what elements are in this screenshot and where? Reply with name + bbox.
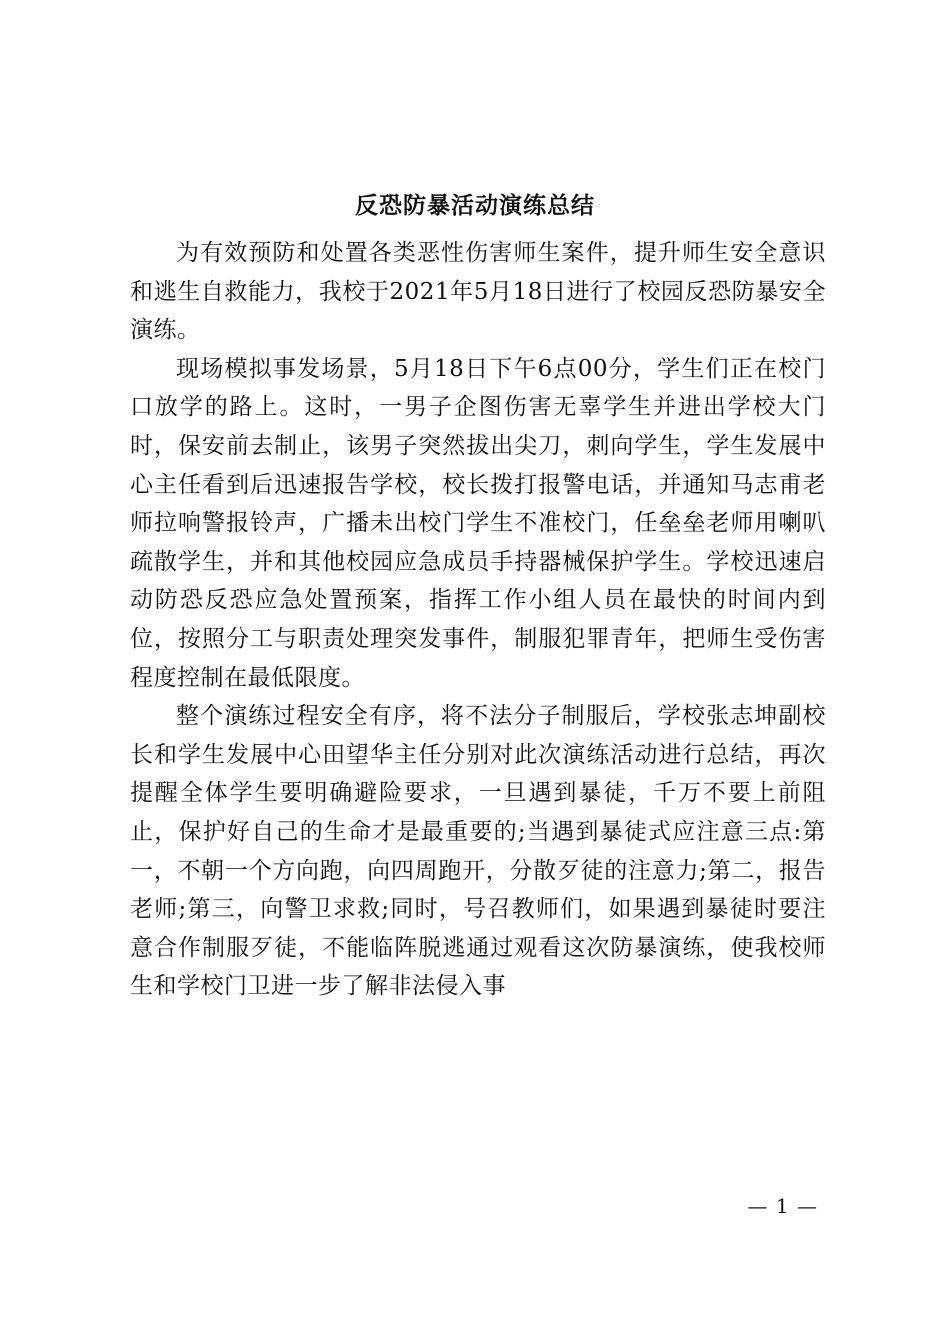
paragraph-scenario: 现场模拟事发场景，5月18日下午6点00分，学生们正在校门口放学的路上。这时，一男子企图伤害无辜学生并进出学校大门时，保安前去制止，该男子突然拔出尖刀，刺向学生，学生发展中心主任看到后迅速报告学校，校长拨打报警电话，并通知马志甫老师拉响警报铃声，广播未出校门学生不准校门，任垒垒老师用喇叭疏散学生，并和其他校园应急成员手持器械保护学生。学校迅速启动防恐反恐应急处置预案，指挥工作小组人员在最快的时间内到位，按照分工与职责处理突发事件，制服犯罪青年，把师生受伤害程度控制在最低限度。 [130, 355, 826, 691]
paragraph-summary: 整个演练过程安全有序，将不法分子制服后，学校张志坤副校长和学生发展中心田望华主任分别对此次演练活动进行总结，再次提醒全体学生要明确避险要求，一旦遇到暴徒，千万不要上前阻止，保护好自己的生命才是最重要的;当遇到暴徒式应注意三点:第一，不朝一个方向跑，向四周跑开，分散歹徒的注意力;第二，报告老师;第三，向警卫求救;同时，号召教师们，如果遇到暴徒时要注意合作制服歹徒，不能临阵脱逃通过观看这次防暴演练，使我校师生和学校门卫进一步了解非法侵入事 [130, 703, 826, 1000]
document-body [130, 234, 826, 1006]
page-number: — 1 — [747, 1194, 818, 1218]
document-title: 反恐防暴活动演练总结 [355, 192, 595, 219]
paragraph-intro: 为有效预防和处置各类恶性伤害师生案件，提升师生安全意识和逃生自救能力，我校于2021年5月18日进行了校园反恐防暴安全演练。 [130, 240, 826, 344]
